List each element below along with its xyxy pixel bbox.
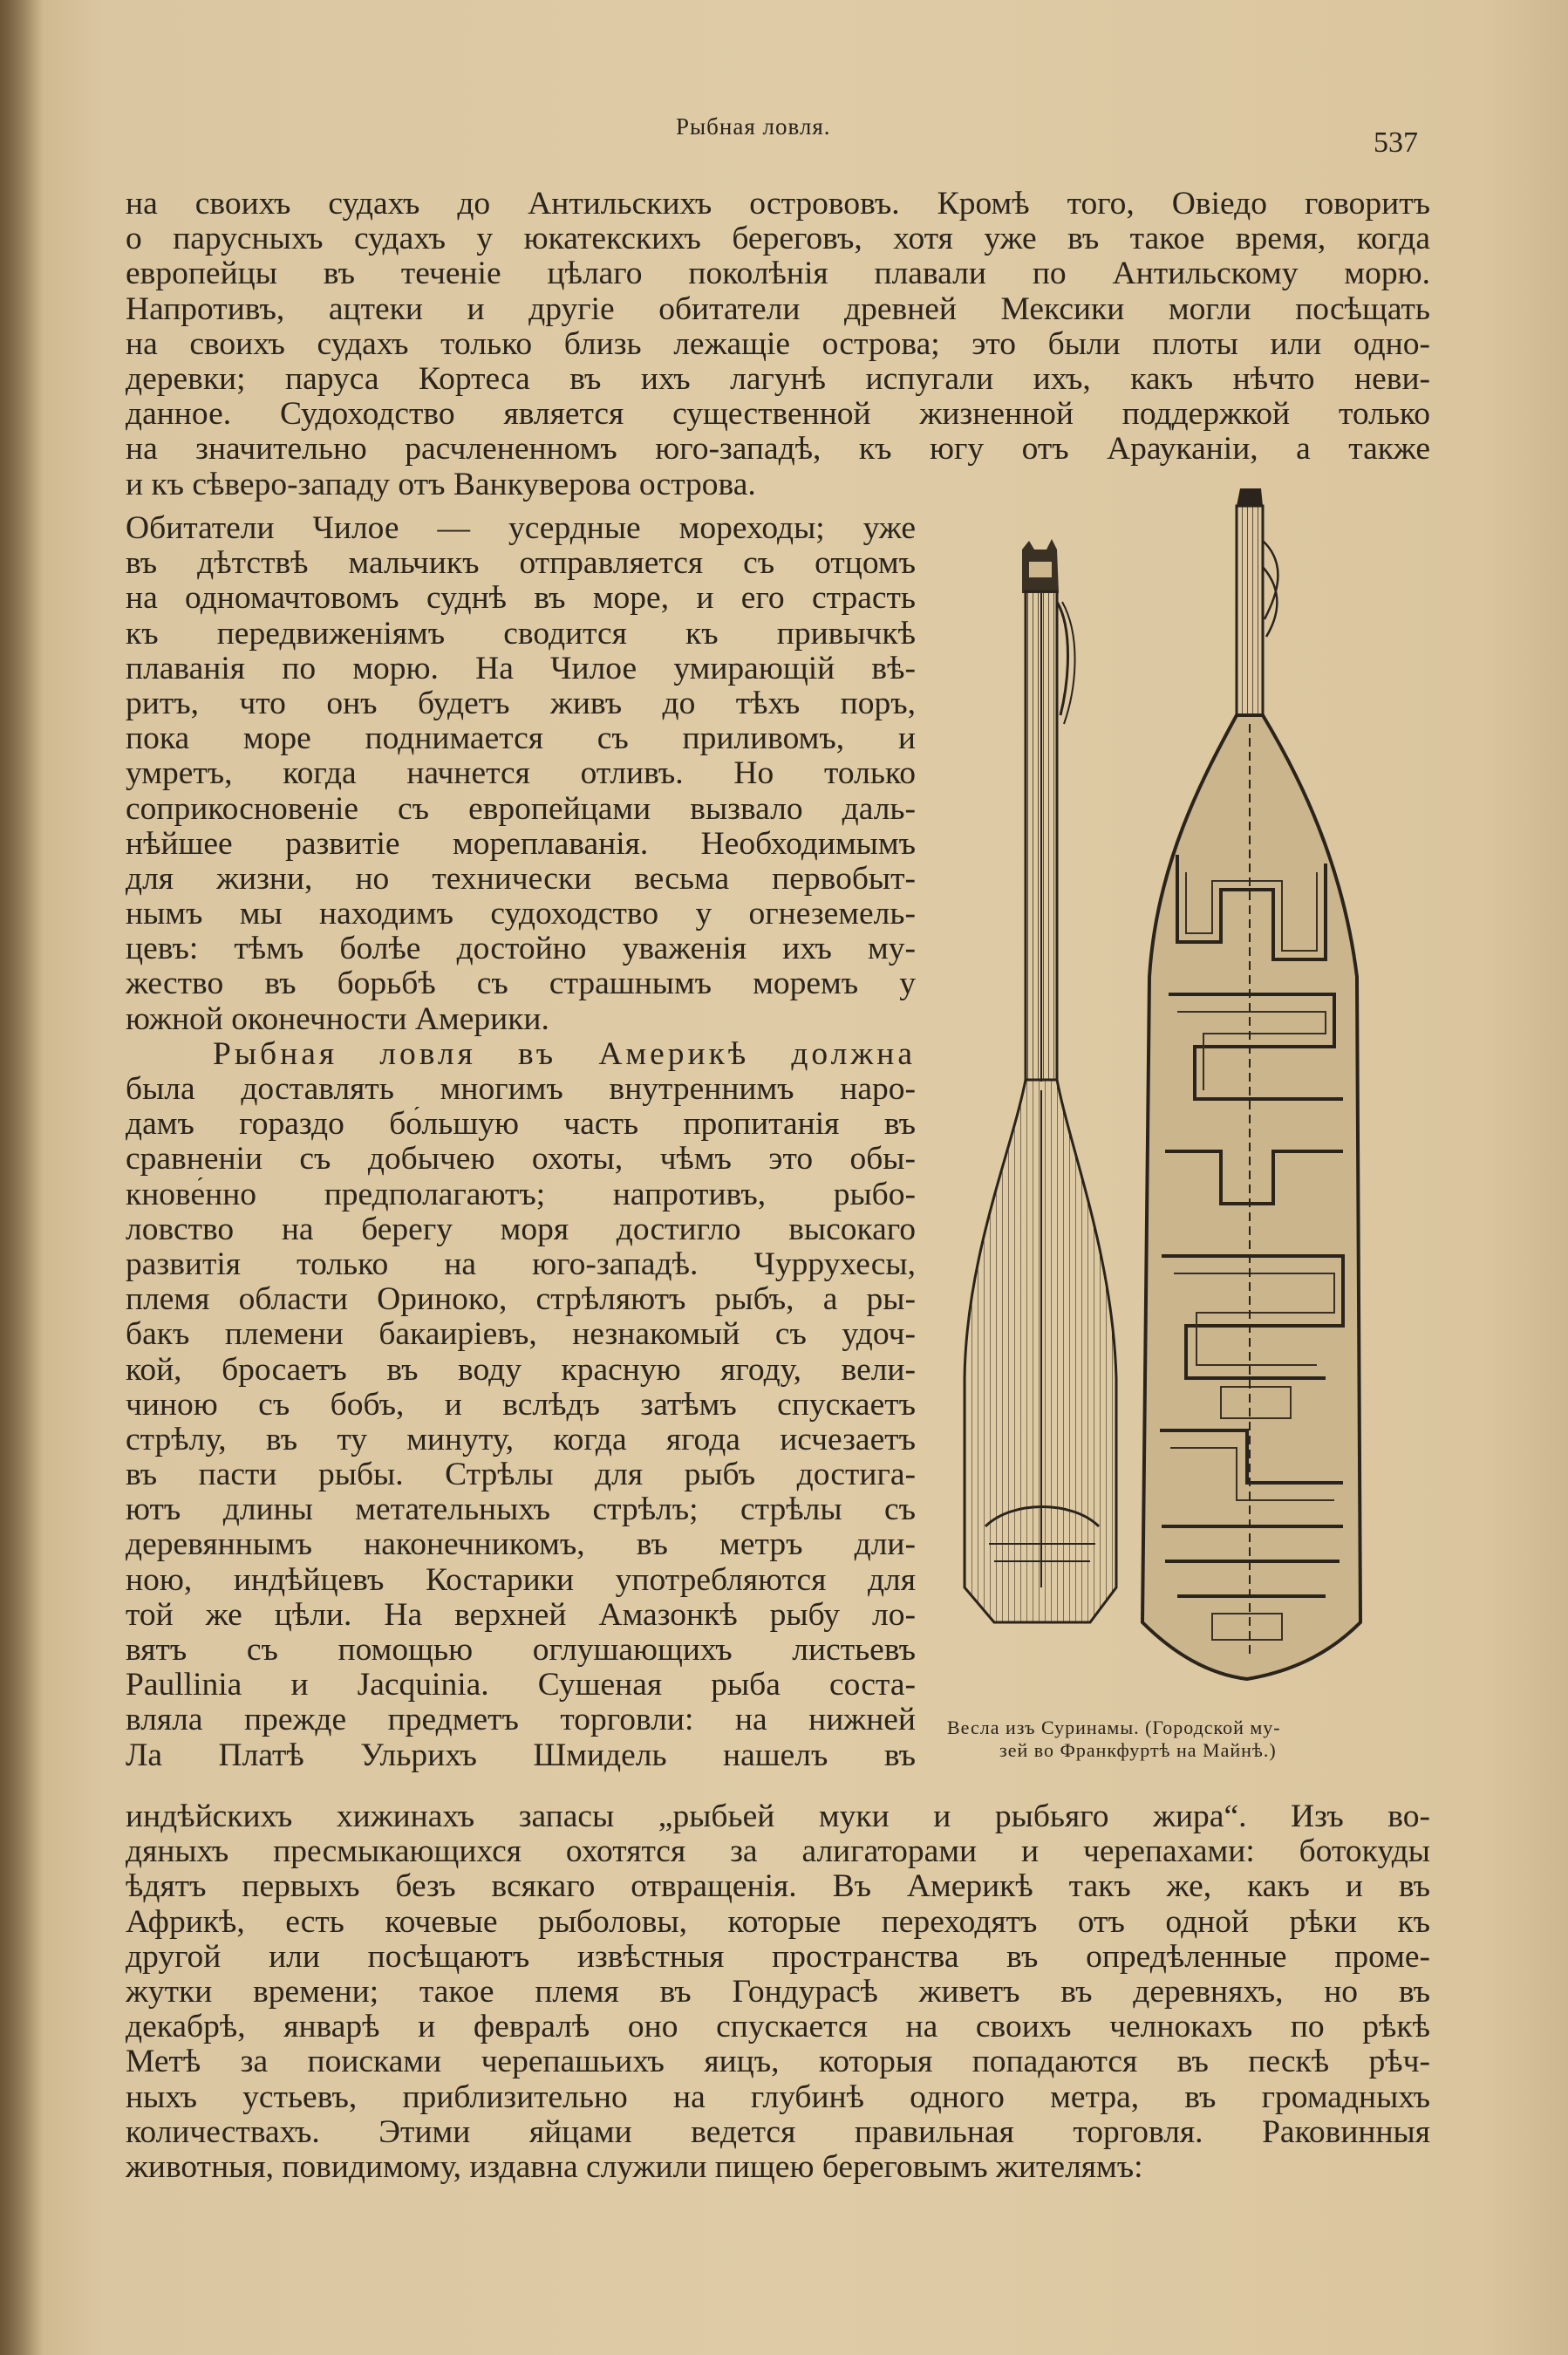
text-line: кой, бросаетъ въ воду красную ягоду, вели-: [126, 1352, 916, 1388]
text-line: соприкосновеніе съ европейцами вызвало даль-: [126, 791, 916, 827]
text-line: ритъ, что онъ будетъ живъ до тѣхъ поръ,: [126, 686, 916, 721]
text-line: Африкѣ, есть кочевые рыболовы, которые переходятъ отъ одной рѣки къ: [126, 1904, 1430, 1940]
top-paragraph: [126, 187, 1430, 502]
text-line: жество въ борьбѣ съ страшнымъ моремъ у: [126, 966, 916, 1002]
text-line: нымъ мы находимъ судоходство у огнеземель-: [126, 897, 916, 932]
section-lead: Рыбная ловля въ Америкѣ должна: [213, 1036, 916, 1072]
text-line-section-start: [126, 1037, 916, 1072]
text-line: той же цѣли. На верхней Амазонкѣ рыбу ло-: [126, 1597, 916, 1633]
text-line: Paullinia и Jacquinia. Сушеная рыба соста-: [126, 1668, 916, 1703]
right-paddle: [1142, 488, 1360, 1679]
text-line: развитія только на юго-западѣ. Чуррухесы,: [126, 1246, 916, 1282]
text-line: ловство на берегу моря достигло высокаго: [126, 1212, 916, 1247]
paddles-engraving: [959, 488, 1430, 1683]
text-line: въ дѣтствѣ мальчикъ отправляется съ отцомъ: [126, 546, 916, 582]
text-line: племя области Ориноко, стрѣляютъ рыбъ, а ры-: [126, 1282, 916, 1318]
text-line: кнове́нно предполагаютъ; напротивъ, рыбо-: [126, 1177, 916, 1212]
text-line: дамъ гораздо бо́льшую часть пропитанія въ: [126, 1107, 916, 1143]
text-line: животныя, повидимому, издавна служили пищею береговымъ жителямъ:: [126, 2149, 1143, 2185]
text-line: была доставлять многимъ внутреннимъ наро-: [126, 1072, 916, 1107]
text-line: бакъ племени бакаиріевъ, незнакомый съ удоч-: [126, 1317, 916, 1353]
text-line: Обитатели Чилое — усердные мореходы; уже: [126, 511, 916, 546]
page-number: 537: [1374, 126, 1418, 159]
text-line: чиною съ бобъ, и вслѣдъ затѣмъ спускаетъ: [126, 1387, 916, 1423]
text-line: цевъ: тѣмъ болѣе достойно уваженія ихъ му-: [126, 932, 916, 967]
text-line: о парусныхъ судахъ у юкатекскихъ береговъ, хотя уже въ такое время, когда: [126, 222, 1430, 257]
paddles-illustration: [959, 488, 1430, 1683]
text-line: къ передвиженіямъ сводится къ привычкѣ: [126, 616, 916, 652]
text-line: ныхъ устьевъ, приблизительно на глубинѣ одного метра, въ громадныхъ: [126, 2079, 1430, 2115]
text-line: нѣйшее развитіе мореплаванія. Необходимымъ: [126, 826, 916, 862]
figure-caption: [947, 1717, 1435, 1762]
text-line: жутки времени; такое племя въ Гондурасѣ живетъ въ деревняхъ, но въ: [126, 1974, 1430, 2010]
text-line: дяныхъ пресмыкающихся охотятся за алигаторами и черепахами: ботокуды: [126, 1834, 1430, 1870]
text-line: деревяннымъ наконечникомъ, въ метръ дли-: [126, 1527, 916, 1563]
text-line: пока море поднимается съ приливомъ, и: [126, 721, 916, 757]
column-paragraph: [126, 511, 916, 1773]
text-line: индѣйскихъ хижинахъ запасы „рыбьей муки и рыбьяго жира“. Изъ во-: [126, 1799, 1430, 1834]
text-line: данное. Судоходство является существенной жизненной поддержкой только: [126, 397, 1430, 433]
text-line: плаванія по морю. На Чилое умирающій вѣ-: [126, 651, 916, 686]
caption-line: Весла изъ Суринамы. (Городской му-: [947, 1717, 1281, 1738]
text-line: умретъ, когда начнется отливъ. Но только: [126, 756, 916, 792]
bottom-paragraph: [126, 1799, 1430, 2185]
running-title: Рыбная ловля.: [676, 113, 831, 140]
text-line: ютъ длины метательныхъ стрѣлъ; стрѣлы съ: [126, 1492, 916, 1528]
text-line: вятъ съ помощью оглушающихъ листьевъ: [126, 1633, 916, 1668]
text-line: другой или посѣщаютъ извѣстныя пространства въ опредѣленные проме-: [126, 1939, 1430, 1975]
text-line: количествахъ. Этими яйцами ведется правильная торговля. Раковинныя: [126, 2114, 1430, 2150]
text-line: на своихъ судахъ до Антильскихъ острововъ. Кромѣ того, Овіедо говоритъ: [126, 187, 1430, 222]
text-line: ѣдятъ первыхъ безъ всякаго отвращенія. Въ Америкѣ такъ же, какъ и въ: [126, 1869, 1430, 1905]
text-line: сравненіи съ добычею охоты, чѣмъ это обы-: [126, 1142, 916, 1178]
text-line: стрѣлу, въ ту минуту, когда ягода исчезаетъ: [126, 1422, 916, 1457]
gutter-shadow: [0, 0, 44, 2355]
text-line: деревки; паруса Кортеса въ ихъ лагунѣ испугали ихъ, какъ нѣчто неви-: [126, 361, 1430, 397]
text-line: на одномачтовомъ суднѣ въ море, и его страсть: [126, 581, 916, 617]
left-paddle: [965, 539, 1116, 1622]
text-line: южной оконечности Америки.: [126, 1001, 549, 1037]
text-line: въ пасти рыбы. Стрѣлы для рыбъ достига-: [126, 1457, 916, 1493]
text-line: Метѣ за поисками черепашьихъ яицъ, которыя попадаются въ пескѣ рѣч-: [126, 2044, 1430, 2080]
caption-line: зей во Франкфуртѣ на Майнѣ.): [999, 1739, 1277, 1761]
text-line: для жизни, но технически весьма первобыт-: [126, 861, 916, 897]
text-line: и къ сѣверо-западу отъ Ванкуверова острова.: [126, 467, 756, 502]
text-line: Напротивъ, ацтеки и другіе обитатели древней Мексики могли посѣщать: [126, 291, 1430, 327]
text-line: Ла Платѣ Ульрихъ Шмидель нашелъ въ: [126, 1737, 916, 1773]
text-line: на значительно расчлененномъ юго-западѣ, къ югу отъ Арауканіи, а также: [126, 432, 1430, 468]
text-line: на своихъ судахъ только близь лежащіе острова; это были плоты или одно-: [126, 326, 1430, 362]
text-line: ною, индѣйцевъ Костарики употребляются для: [126, 1562, 916, 1598]
text-line: европейцы въ теченіе цѣлаго поколѣнія плавали по Антильскому морю.: [126, 256, 1430, 292]
text-line: декабрѣ, январѣ и февралѣ оно спускается на своихъ челнокахъ по рѣкѣ: [126, 2010, 1430, 2045]
text-line: вляла прежде предметъ торговли: на нижней: [126, 1703, 916, 1738]
